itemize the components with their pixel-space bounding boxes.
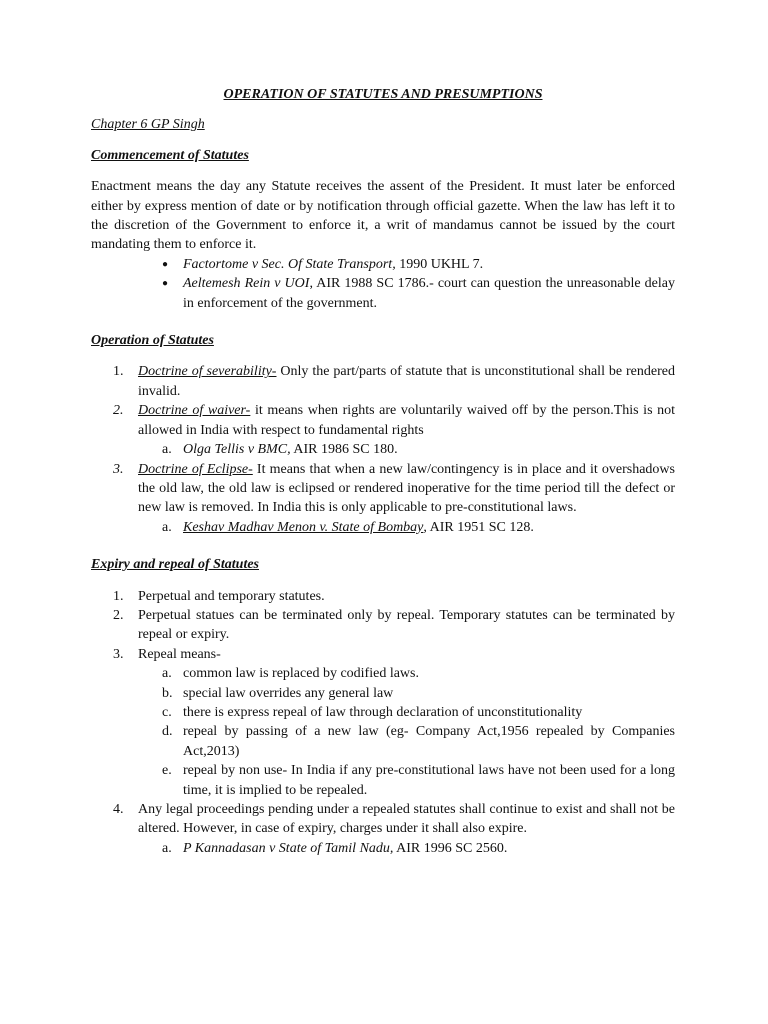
sub-text: repeal by passing of a new law (eg- Company Act,1956 repealed by Companies Act,2013) bbox=[183, 724, 675, 759]
item-text: Any legal proceedings pending under a repealed statutes shall continue to exist and shall not be altered. However, in case of expiry, charges under it shall also expire. bbox=[138, 802, 675, 837]
sub-letter: d. bbox=[162, 724, 173, 740]
document-page bbox=[91, 85, 675, 858]
list-number: 1. bbox=[113, 588, 124, 604]
list-number: 2. bbox=[113, 403, 124, 419]
list-item bbox=[183, 274, 675, 313]
list-item bbox=[183, 255, 675, 274]
sub-list bbox=[138, 518, 675, 537]
list-item bbox=[113, 362, 675, 401]
list-number: 4. bbox=[113, 802, 124, 817]
sub-list bbox=[138, 440, 675, 459]
sub-letter: a. bbox=[162, 840, 172, 856]
doctrine-term: Doctrine of Eclipse- bbox=[138, 461, 253, 477]
list-item bbox=[162, 839, 675, 858]
list-item bbox=[113, 587, 675, 606]
list-item bbox=[113, 606, 675, 645]
list-item bbox=[113, 460, 675, 538]
sub-letter: a. bbox=[162, 519, 172, 535]
operation-list bbox=[91, 362, 675, 537]
case-name: Keshav Madhav Menon v. State of Bombay bbox=[183, 519, 424, 535]
list-item bbox=[113, 800, 675, 858]
sub-text: repeal by non use- In India if any pre-constitutional laws have not been used for a long time, it is implied to be repealed. bbox=[183, 763, 675, 798]
case-name: Factortome v Sec. Of State Transport, bbox=[183, 256, 396, 272]
list-item bbox=[162, 722, 675, 761]
list-item bbox=[162, 761, 675, 800]
commencement-case-list bbox=[91, 255, 675, 313]
list-number: 3. bbox=[113, 461, 124, 477]
repeal-sub-list bbox=[138, 664, 675, 800]
sub-letter: e. bbox=[162, 763, 172, 779]
doctrine-term: Doctrine of severability- bbox=[138, 364, 277, 380]
case-citation: AIR 1996 SC 2560. bbox=[393, 840, 508, 856]
case-citation: , AIR 1951 SC 128. bbox=[423, 519, 534, 535]
section-heading-operation: Operation of Statutes bbox=[91, 333, 214, 349]
item-text: Repeal means- bbox=[138, 646, 221, 662]
doctrine-text: Only the part/parts of statute that is unconstitutional shall be rendered invalid. bbox=[138, 364, 675, 399]
sub-text: special law overrides any general law bbox=[183, 685, 394, 701]
list-item bbox=[162, 684, 675, 703]
list-item bbox=[113, 645, 675, 800]
proceedings-sub-list bbox=[138, 839, 675, 858]
sub-letter: b. bbox=[162, 685, 173, 701]
document-title: OPERATION OF STATUTES AND PRESUMPTIONS bbox=[223, 87, 543, 102]
case-name: Olga Tellis v BMC, bbox=[183, 442, 291, 458]
list-item bbox=[162, 440, 675, 459]
item-text: Perpetual and temporary statutes. bbox=[138, 588, 325, 604]
case-citation: 1990 UKHL 7. bbox=[395, 256, 484, 272]
case-name: Aeltemesh Rein v UOI bbox=[183, 276, 310, 292]
list-number: 2. bbox=[113, 607, 124, 623]
sub-letter: c. bbox=[162, 704, 172, 720]
chapter-reference: Chapter 6 GP Singh bbox=[91, 117, 205, 133]
sub-letter: a. bbox=[162, 666, 172, 682]
list-item bbox=[162, 518, 675, 537]
sub-letter: a. bbox=[162, 442, 172, 458]
expiry-list bbox=[91, 587, 675, 859]
list-number: 3. bbox=[113, 646, 124, 662]
item-text: Perpetual statues can be terminated only by repeal. Temporary statutes can be terminated by repeal or expiry. bbox=[138, 607, 675, 643]
case-citation: , AIR 1988 SC 1786.- court can question the unreasonable delay in enforcement of the government. bbox=[183, 276, 675, 311]
case-name: P Kannadasan v State of Tamil Nadu, bbox=[183, 840, 394, 856]
sub-text: there is express repeal of law through declaration of unconstitutionality bbox=[183, 704, 583, 720]
list-item bbox=[162, 703, 675, 722]
list-item bbox=[113, 401, 676, 459]
section-heading-commencement: Commencement of Statutes bbox=[91, 147, 249, 163]
doctrine-text: it means when rights are voluntarily waived off by the person.This is not allowed in India with respect to fundamental rights bbox=[138, 403, 676, 438]
section-heading-expiry: Expiry and repeal of Statutes bbox=[91, 557, 260, 573]
commencement-paragraph: Enactment means the day any Statute receives the assent of the President. It must later be enforced either by express mention of date or by notification through official gazette. When the law has left it to the discretion of the Government to enforce it, a writ of mandamus cannot be issued by the court mandating them to enforce it. bbox=[91, 179, 675, 253]
sub-text: common law is replaced by codified laws. bbox=[183, 666, 419, 682]
list-item bbox=[162, 664, 675, 683]
case-citation: AIR 1986 SC 180. bbox=[290, 442, 398, 458]
list-number: 1. bbox=[113, 364, 124, 380]
doctrine-term: Doctrine of waiver- bbox=[138, 403, 251, 419]
doctrine-text: It means that when a new law/contingency is in place and it overshadows the old law, the old law is eclipsed or rendered inoperative for the time period till the defect or new law is removed. In India this is only applicable to pre-constitutional laws. bbox=[138, 461, 675, 516]
